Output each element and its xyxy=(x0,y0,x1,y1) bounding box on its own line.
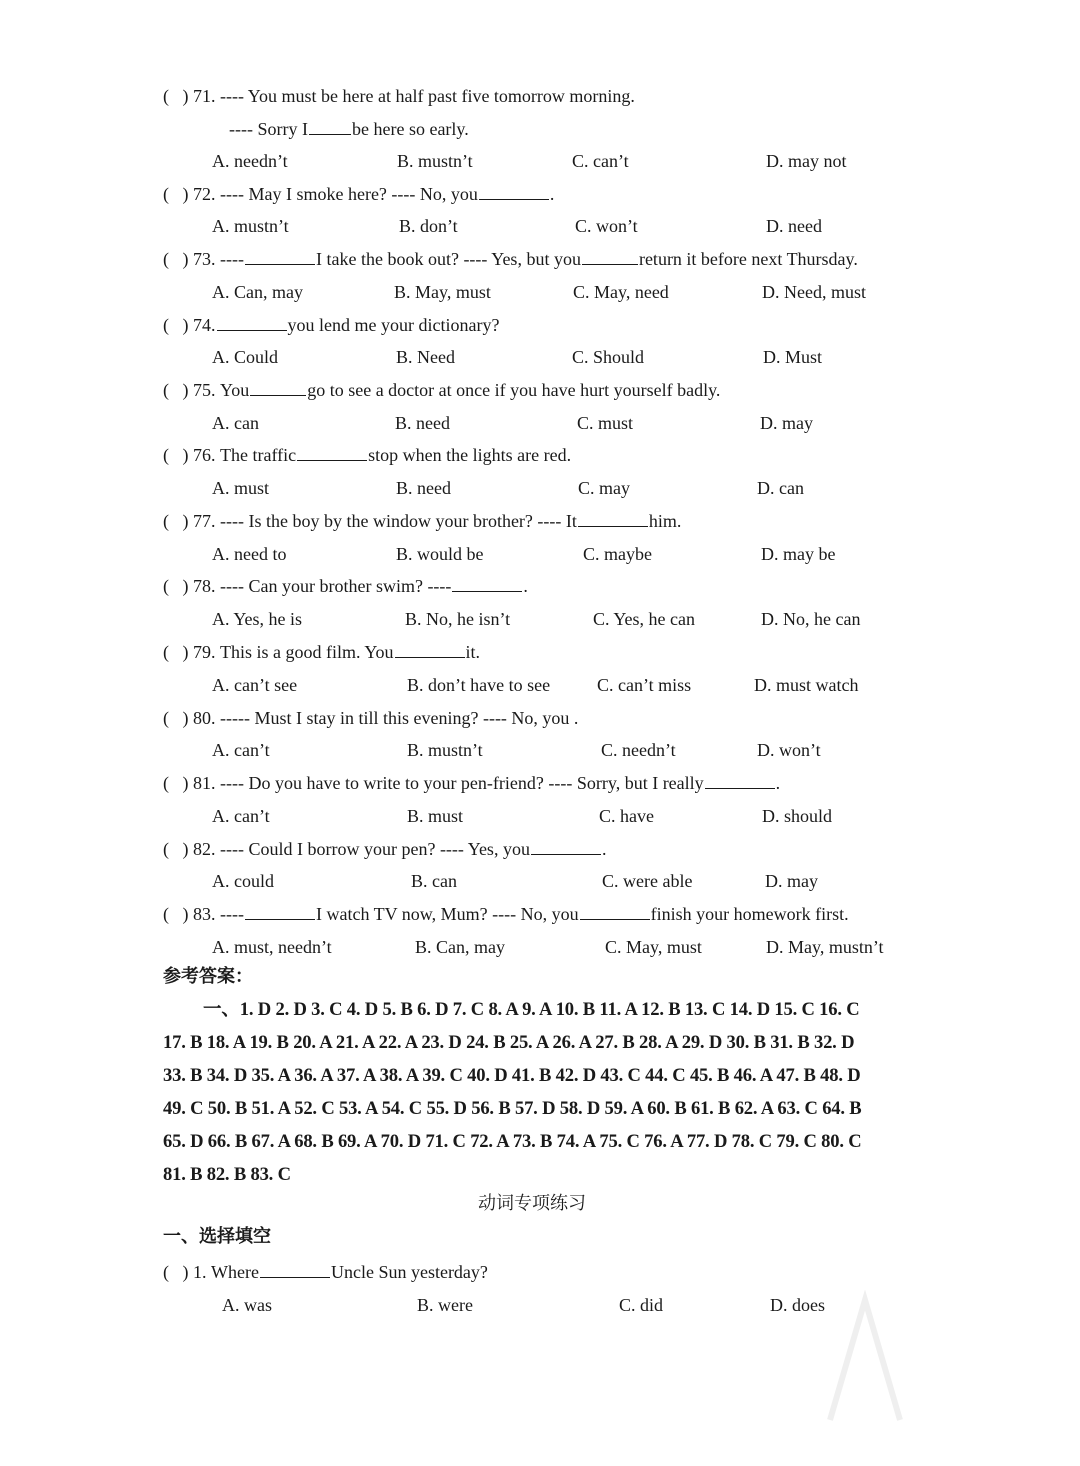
question-number: 80. xyxy=(193,708,216,728)
option-d: D. May, mustn’t xyxy=(766,937,884,957)
question-text-post: . xyxy=(601,839,607,859)
answer-blank[interactable] xyxy=(580,901,650,920)
option-a: A. was xyxy=(222,1295,272,1315)
paren-open: ( xyxy=(163,642,169,662)
paren-close: ) xyxy=(182,445,189,465)
question-1 xyxy=(163,1257,488,1287)
paren-open: ( xyxy=(163,708,169,728)
question-number: 79. xyxy=(193,642,216,662)
question-number: 75. xyxy=(193,380,216,400)
option-a: A. need to xyxy=(212,544,287,564)
paren-open: ( xyxy=(163,1262,169,1282)
option-c: C. can’t miss xyxy=(597,675,692,695)
question-text-pre: This is a good film. You xyxy=(220,642,394,662)
option-b: B. don’t have to see xyxy=(407,675,551,695)
option-d: D. won’t xyxy=(757,740,821,760)
question-number: 72. xyxy=(193,184,216,204)
question-text-post: . xyxy=(549,184,555,204)
paren-open: ( xyxy=(163,249,169,269)
section-title: 动词专项练习 xyxy=(478,1193,586,1214)
paren-close: ) xyxy=(182,1262,189,1282)
question-number: 73. xyxy=(193,249,216,269)
question-text-pre: ---- Do you have to write to your pen-friend? ---- Sorry, but I really xyxy=(220,773,704,793)
answer-blank[interactable] xyxy=(245,901,315,920)
question-text-pre: ---- May I smoke here? ---- No, you xyxy=(220,184,478,204)
question-number: 74. xyxy=(193,315,216,335)
paren-close: ) xyxy=(182,708,189,728)
question-number: 78. xyxy=(193,576,216,596)
question-text-pre: The traffic xyxy=(220,445,297,465)
option-a: A. must, needn’t xyxy=(212,937,332,957)
option-d: D. may not xyxy=(766,151,847,171)
answer-blank[interactable] xyxy=(297,442,367,461)
paren-close: ) xyxy=(182,773,189,793)
option-b: B. were xyxy=(417,1295,473,1315)
question-text-post: be here so early. xyxy=(351,119,469,139)
option-a: A. can xyxy=(212,413,259,433)
option-d: D. may xyxy=(760,413,813,433)
question-text-pre: ---- Could I borrow your pen? ---- Yes, you xyxy=(220,839,530,859)
paren-close: ) xyxy=(182,315,189,335)
paren-close: ) xyxy=(182,642,189,662)
question-text-pre: Where xyxy=(211,1262,259,1282)
paren-open: ( xyxy=(163,380,169,400)
question-text-post: him. xyxy=(648,511,682,531)
question-number: 71. xyxy=(193,86,216,106)
question-number: 81. xyxy=(193,773,216,793)
question-72 xyxy=(163,179,554,209)
answer-blank[interactable] xyxy=(309,116,351,135)
question-75 xyxy=(163,375,720,405)
answer-blank[interactable] xyxy=(705,770,775,789)
option-c: C. may xyxy=(578,478,630,498)
question-number: 83. xyxy=(193,904,216,924)
paren-close: ) xyxy=(182,380,189,400)
paren-close: ) xyxy=(182,511,189,531)
paren-open: ( xyxy=(163,773,169,793)
answers-text: 1. D 2. D 3. C 4. D 5. B 6. D 7. C 8. A 9. A 10. B 11. A 12. B 13. C 14. D 15. C 16. C xyxy=(239,999,860,1020)
answer-blank[interactable] xyxy=(245,246,315,265)
option-a: A. can’t see xyxy=(212,675,298,695)
option-a: A. could xyxy=(212,871,274,891)
paren-open: ( xyxy=(163,86,169,106)
option-b: B. mustn’t xyxy=(407,740,483,760)
option-a: A. Could xyxy=(212,347,279,367)
question-71 xyxy=(163,81,635,111)
question-text-mid: I take the book out? ---- Yes, but you xyxy=(315,249,581,269)
option-a: A. Can, may xyxy=(212,282,303,302)
option-a: A. can’t xyxy=(212,806,270,826)
paren-open: ( xyxy=(163,904,169,924)
answer-blank[interactable] xyxy=(578,508,648,527)
question-text-pre: You xyxy=(220,380,250,400)
question-80 xyxy=(163,703,578,733)
section-subheading: 一、选择填空 xyxy=(163,1226,271,1247)
answers-line-5: 65. D 66. B 67. A 68. B 69. A 70. D 71. C 72. A 73. B 74. A 75. C 76. A 77. D 78. C 79. C 80. C xyxy=(163,1131,862,1152)
paren-close: ) xyxy=(182,576,189,596)
option-c: C. Should xyxy=(572,347,645,367)
answers-line-6: 81. B 82. B 83. C xyxy=(163,1164,291,1185)
answer-blank[interactable] xyxy=(452,573,522,592)
option-a: A. must xyxy=(212,478,270,498)
question-text-pre: ---- Is the boy by the window your brother? ---- It xyxy=(220,511,577,531)
paren-close: ) xyxy=(182,904,189,924)
answer-blank[interactable] xyxy=(395,639,465,658)
option-c: C. have xyxy=(599,806,654,826)
option-c: C. maybe xyxy=(583,544,652,564)
question-81 xyxy=(163,768,780,798)
question-text-post: it. xyxy=(465,642,481,662)
answer-blank[interactable] xyxy=(479,181,549,200)
question-number: 77. xyxy=(193,511,216,531)
question-text-post: finish your homework first. xyxy=(650,904,849,924)
question-text-pre: ---- Sorry I xyxy=(229,119,308,139)
option-d: D. need xyxy=(766,216,822,236)
option-c: C. May, need xyxy=(573,282,669,302)
paren-close: ) xyxy=(182,184,189,204)
option-c: C. were able xyxy=(602,871,693,891)
answers-line-4: 49. C 50. B 51. A 52. C 53. A 54. C 55. D 56. B 57. D 58. D 59. A 60. B 61. B 62. A 63. C 64. B xyxy=(163,1098,862,1119)
option-d: D. may xyxy=(765,871,818,891)
option-c: C. must xyxy=(577,413,634,433)
paren-open: ( xyxy=(163,511,169,531)
paren-close: ) xyxy=(182,86,189,106)
answers-line-1 xyxy=(203,993,860,1026)
question-text-post: return it before next Thursday. xyxy=(638,249,858,269)
option-d: D. No, he can xyxy=(761,609,861,629)
option-d: D. can xyxy=(757,478,804,498)
option-d: D. Need, must xyxy=(762,282,866,302)
option-b: B. would be xyxy=(396,544,484,564)
option-c: C. won’t xyxy=(575,216,638,236)
question-text-pre: ---- xyxy=(220,249,244,269)
paren-close: ) xyxy=(182,839,189,859)
option-b: B. Need xyxy=(396,347,455,367)
question-77 xyxy=(163,506,681,536)
answers-lead: 一、 xyxy=(203,999,240,1020)
option-d: D. Must xyxy=(763,347,823,367)
question-74 xyxy=(163,310,499,340)
option-c: C. can’t xyxy=(572,151,629,171)
question-text: ----- Must I stay in till this evening? ---- No, you . xyxy=(220,708,579,728)
option-d: D. may be xyxy=(761,544,836,564)
paren-open: ( xyxy=(163,315,169,335)
option-b: B. May, must xyxy=(394,282,491,302)
question-text-post: you lend me your dictionary? xyxy=(287,315,500,335)
question-83 xyxy=(163,899,849,929)
question-text-mid: I watch TV now, Mum? ---- No, you xyxy=(315,904,579,924)
paren-open: ( xyxy=(163,184,169,204)
question-text-pre: ---- xyxy=(220,904,244,924)
question-82 xyxy=(163,834,606,864)
answers-line-2: 17. B 18. A 19. B 20. A 21. A 22. A 23. D 24. B 25. A 26. A 27. B 28. A 29. D 30. B 31. B 32. D xyxy=(163,1032,855,1053)
paren-open: ( xyxy=(163,576,169,596)
option-c: C. did xyxy=(619,1295,664,1315)
option-a: A. Yes, he is xyxy=(212,609,303,629)
option-d: D. does xyxy=(770,1295,825,1315)
question-76 xyxy=(163,440,571,470)
question-text-post: . xyxy=(523,576,528,596)
option-b: B. need xyxy=(395,413,450,433)
option-d: D. should xyxy=(762,806,833,826)
paren-open: ( xyxy=(163,445,169,465)
paren-close: ) xyxy=(182,249,189,269)
option-b: B. don’t xyxy=(399,216,458,236)
question-text-post: stop when the lights are red. xyxy=(368,445,572,465)
question-number: 76. xyxy=(193,445,216,465)
option-c: C. May, must xyxy=(605,937,702,957)
option-b: B. need xyxy=(396,478,451,498)
option-b: B. Can, may xyxy=(415,937,505,957)
answer-blank[interactable] xyxy=(582,246,638,265)
question-number: 82. xyxy=(193,839,216,859)
question-73 xyxy=(163,244,858,274)
option-c: C. Yes, he can xyxy=(593,609,695,629)
question-text-post: . xyxy=(775,773,781,793)
option-a: A. mustn’t xyxy=(212,216,289,236)
question-78 xyxy=(163,571,528,601)
option-a: A. can’t xyxy=(212,740,270,760)
paren-open: ( xyxy=(163,839,169,859)
question-text: ---- You must be here at half past five tomorrow morning. xyxy=(220,86,635,106)
question-number: 1. xyxy=(193,1262,207,1282)
option-b: B. No, he isn’t xyxy=(405,609,511,629)
option-b: B. can xyxy=(411,871,457,891)
option-b: B. must xyxy=(407,806,464,826)
answer-blank[interactable] xyxy=(260,1259,330,1278)
question-79 xyxy=(163,637,480,667)
question-text-pre: ---- Can your brother swim? ---- xyxy=(220,576,452,596)
option-d: D. must watch xyxy=(754,675,859,695)
question-text-post: go to see a doctor at once if you have hurt yourself badly. xyxy=(307,380,721,400)
answer-blank[interactable] xyxy=(217,312,287,331)
watermark-icon xyxy=(820,1290,910,1430)
answers-line-3: 33. B 34. D 35. A 36. A 37. A 38. A 39. C 40. D 41. B 42. D 43. C 44. C 45. B 46. A 47. B 48. D xyxy=(163,1065,861,1086)
question-71-line2 xyxy=(229,114,469,144)
answer-blank[interactable] xyxy=(531,836,601,855)
option-a: A. needn’t xyxy=(212,151,288,171)
answer-blank[interactable] xyxy=(250,377,306,396)
option-b: B. mustn’t xyxy=(397,151,473,171)
question-text-post: Uncle Sun yesterday? xyxy=(330,1262,488,1282)
answers-heading: 参考答案： xyxy=(163,966,253,987)
option-c: C. needn’t xyxy=(601,740,676,760)
